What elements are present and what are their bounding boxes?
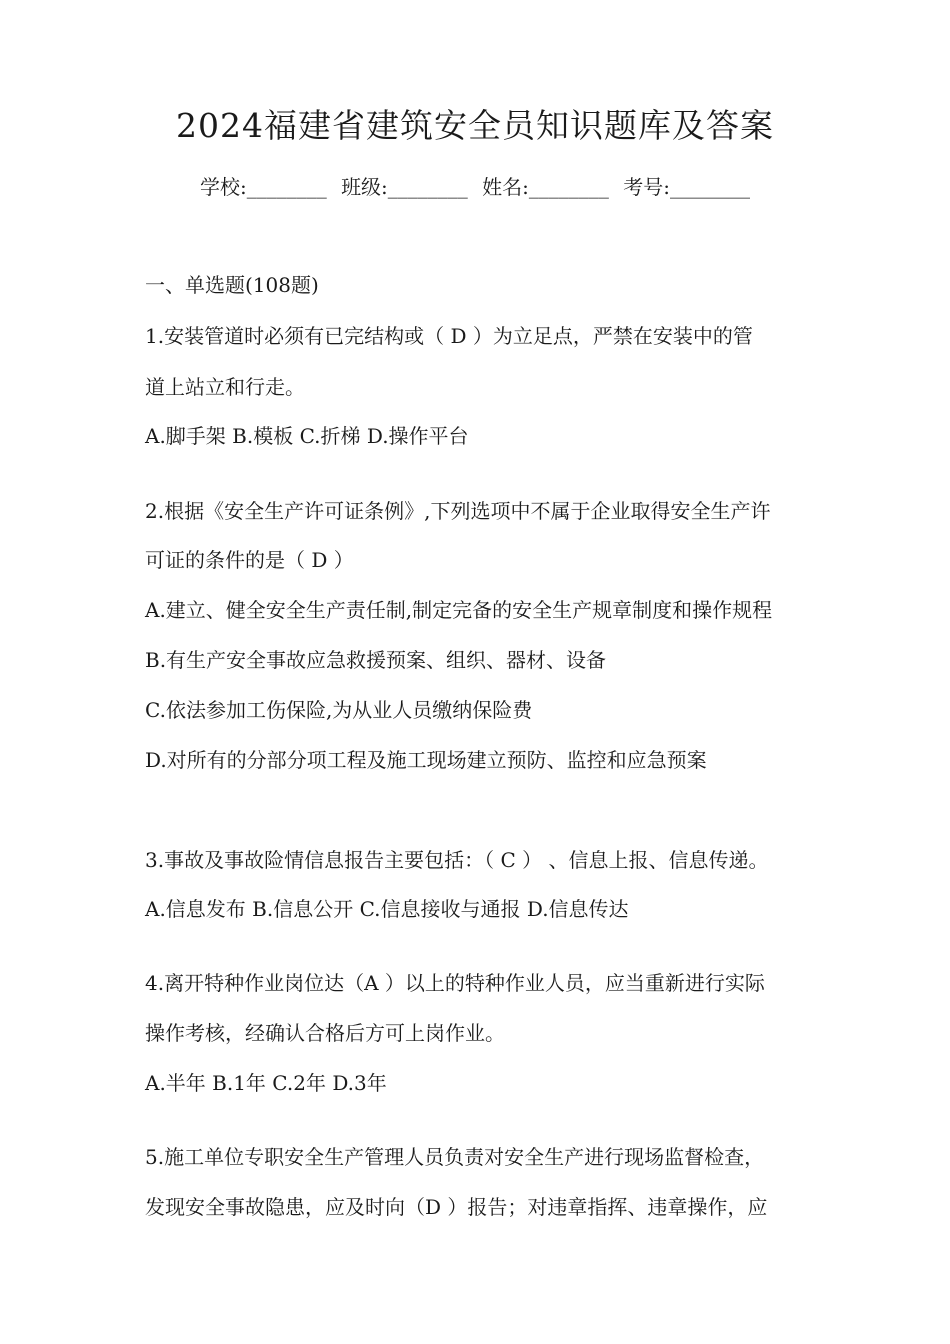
question-2-line-1: 2.根据《安全生产许可证条例》,下列选项中不属于企业取得安全生产许 (145, 499, 771, 523)
question-2-option-c: C.依法参加工伤保险,为从业人员缴纳保险费 (145, 698, 533, 722)
question-1-line-1: 1.安装管道时必须有已完结构或（ D ）为立足点，严禁在安装中的管 (145, 324, 753, 348)
class-field: 班级:________ (341, 175, 468, 199)
exam-number-field: 考号:________ (623, 175, 751, 199)
section-heading: 一、单选题(108题) (145, 273, 319, 297)
question-2-option-b: B.有生产安全事故应急救援预案、组织、器材、设备 (145, 648, 607, 672)
document-title: 2024福建省建筑安全员知识题库及答案 (176, 106, 774, 145)
question-2-line-2: 可证的条件的是（ D ） (145, 548, 354, 572)
question-3-options: A.信息发布 B.信息公开 C.信息接收与通报 D.信息传达 (145, 897, 629, 921)
question-5-line-1: 5.施工单位专职安全生产管理人员负责对安全生产进行现场监督检查， (145, 1145, 765, 1169)
question-2-option-a: A.建立、健全安全生产责任制,制定完备的安全生产规章制度和操作规程 (145, 598, 773, 622)
question-2-option-d: D.对所有的分部分项工程及施工现场建立预防、监控和应急预案 (145, 748, 707, 772)
question-4-line-2: 操作考核，经确认合格后方可上岗作业。 (145, 1021, 505, 1045)
question-3-line-1: 3.事故及事故险情信息报告主要包括：（ C ） 、信息上报、信息传递。 (145, 848, 769, 872)
question-4-line-1: 4.离开特种作业岗位达（A ）以上的特种作业人员，应当重新进行实际 (145, 971, 765, 995)
school-field: 学校:________ (199, 175, 327, 199)
question-1-options: A.脚手架 B.模板 C.折梯 D.操作平台 (145, 424, 469, 448)
question-1-line-2: 道上站立和行走。 (145, 375, 305, 399)
student-info-line (0, 172, 950, 202)
question-4-options: A.半年 B.1年 C.2年 D.3年 (145, 1071, 387, 1095)
question-5-line-2: 发现安全事故隐患，应及时向（D ）报告；对违章指挥、违章操作，应 (145, 1195, 768, 1219)
name-field: 姓名:________ (482, 175, 609, 199)
